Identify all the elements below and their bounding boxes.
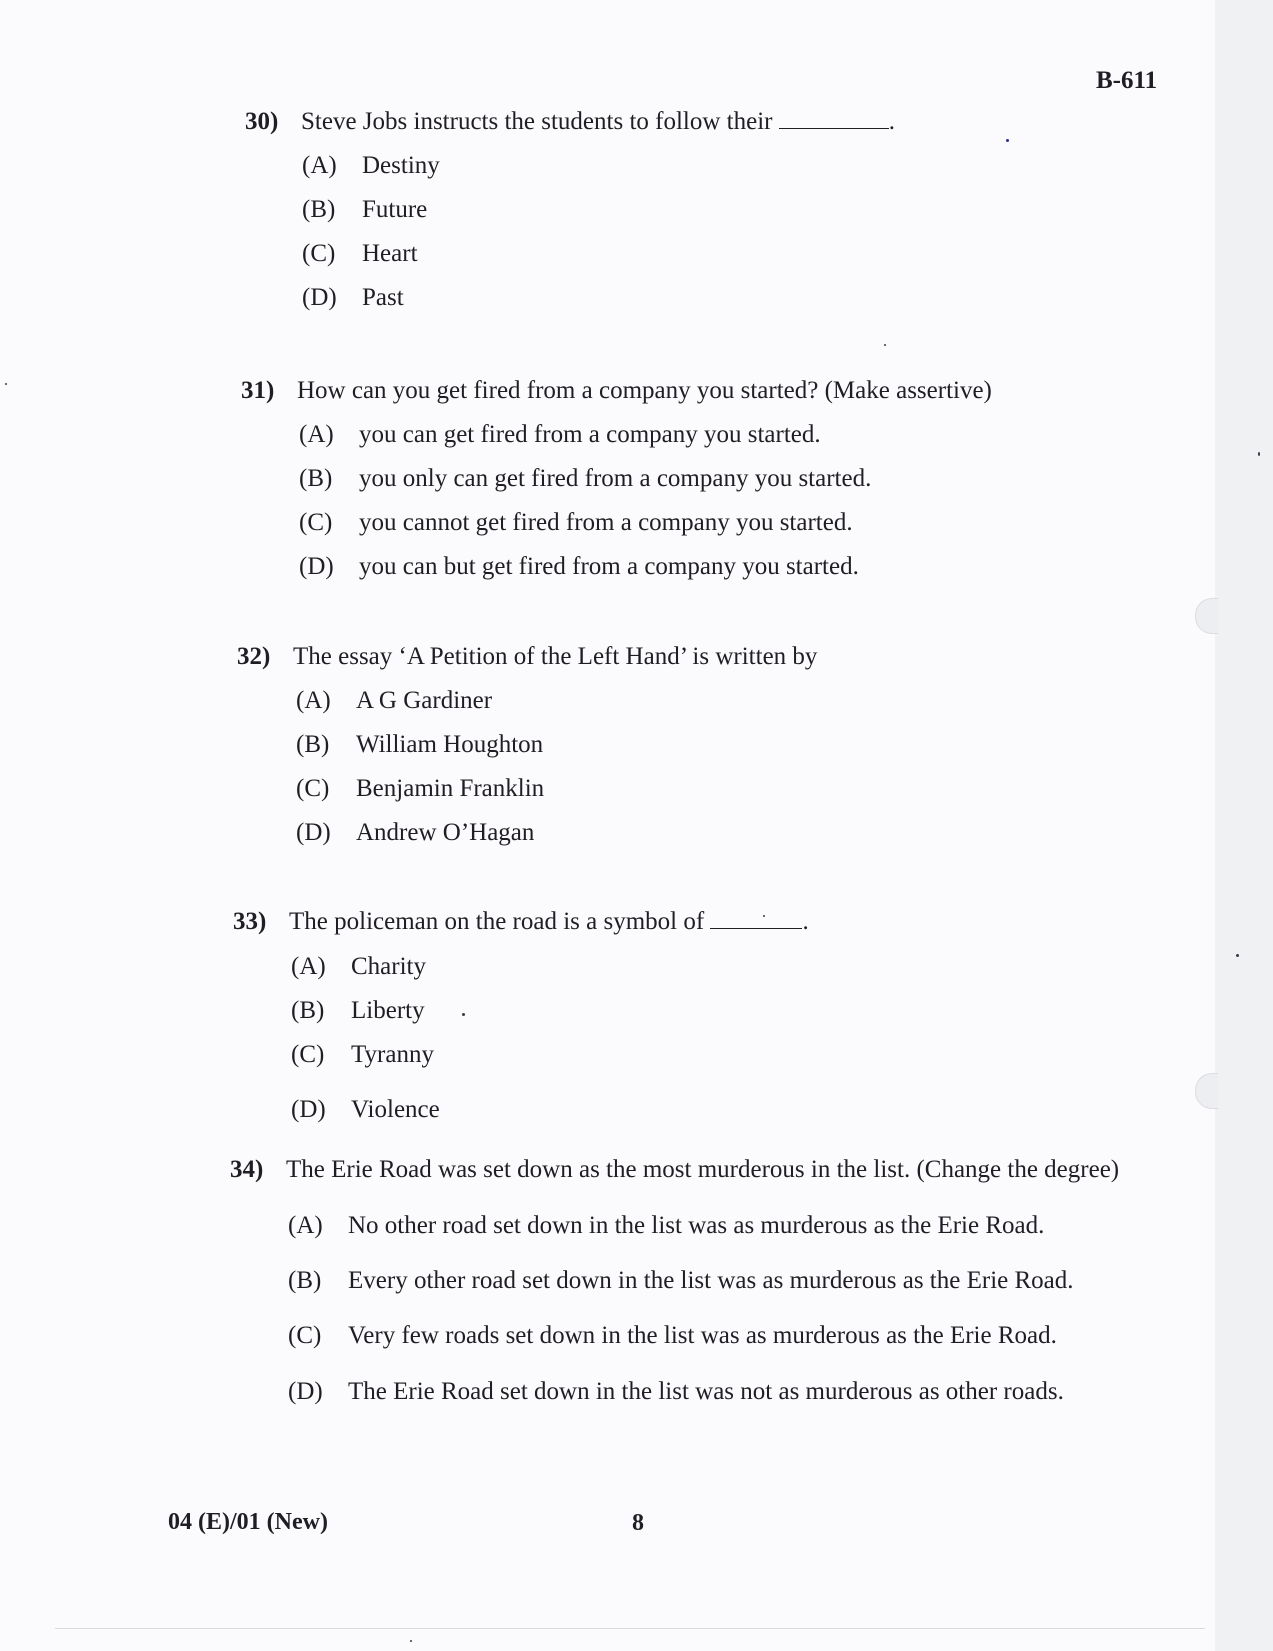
ink-speck	[462, 1013, 465, 1016]
question-31	[241, 377, 992, 405]
option-text: Every other road set down in the list was as murderous as the Erie Road.	[348, 1267, 1074, 1294]
option-letter: (C)	[296, 775, 330, 802]
option-33-d	[291, 1096, 440, 1124]
option-text: Very few roads set down in the list was as murderous as the Erie Road.	[348, 1322, 1057, 1349]
option-letter: (C)	[291, 1041, 325, 1068]
option-text: Tyranny	[351, 1041, 434, 1068]
option-letter: (B)	[302, 196, 336, 223]
question-34	[230, 1156, 1119, 1184]
option-33-c	[291, 1041, 434, 1069]
option-32-d	[296, 819, 534, 847]
option-text: William Houghton	[356, 731, 544, 758]
option-30-d	[302, 284, 404, 312]
scanner-margin	[1215, 0, 1273, 1651]
ink-speck	[1258, 452, 1260, 456]
option-letter: (C)	[288, 1322, 322, 1349]
question-text: The Erie Road was set down as the most murderous in the list. (Change the degree)	[286, 1156, 1120, 1183]
question-32	[237, 643, 817, 671]
option-30-c	[302, 240, 418, 268]
page-number: 8	[632, 1510, 644, 1536]
option-letter: (B)	[288, 1267, 322, 1294]
option-letter: (D)	[302, 284, 337, 311]
ink-speck	[5, 383, 7, 385]
option-text: you cannot get fired from a company you started.	[359, 509, 853, 536]
option-letter: (C)	[299, 509, 333, 536]
ink-speck	[1006, 139, 1009, 142]
option-text: you only can get fired from a company you started.	[359, 465, 872, 492]
option-33-a	[291, 953, 426, 981]
ink-speck	[410, 1640, 412, 1642]
option-letter: (B)	[299, 465, 333, 492]
option-text: Destiny	[362, 152, 440, 179]
option-letter: (D)	[288, 1378, 323, 1405]
option-30-a	[302, 152, 440, 180]
option-31-b	[299, 465, 871, 493]
answer-blank	[779, 110, 889, 129]
option-letter: (D)	[296, 819, 331, 846]
question-text: The essay ‘A Petition of the Left Hand’ is written by	[293, 643, 818, 670]
question-number: 30)	[245, 108, 279, 135]
option-text: you can get fired from a company you started.	[359, 421, 821, 448]
option-33-b	[291, 997, 425, 1025]
option-text: Future	[362, 196, 428, 223]
option-34-b	[288, 1267, 1074, 1295]
question-number: 31)	[241, 377, 275, 404]
option-text: Benjamin Franklin	[356, 775, 545, 802]
question-text: How can you get fired from a company you started? (Make assertive)	[297, 377, 992, 404]
question-text: The policeman on the road is a symbol of	[289, 908, 705, 935]
option-letter: (A)	[299, 421, 334, 448]
option-letter: (D)	[299, 553, 334, 580]
ink-speck	[1236, 954, 1239, 957]
option-letter: (C)	[302, 240, 336, 267]
option-31-d	[299, 553, 859, 581]
option-32-b	[296, 731, 543, 759]
option-30-b	[302, 196, 427, 224]
subject-code: 04 (E)/01 (New)	[168, 1509, 328, 1535]
answer-blank	[710, 910, 802, 929]
option-letter: (A)	[302, 152, 337, 179]
option-text: Charity	[351, 953, 426, 980]
option-text: The Erie Road set down in the list was not as murderous as other roads.	[348, 1378, 1064, 1405]
option-text: A G Gardiner	[356, 687, 493, 714]
option-text: Andrew O’Hagan	[356, 819, 535, 846]
question-number: 33)	[233, 908, 267, 935]
option-34-d	[288, 1378, 1064, 1406]
option-text: Liberty	[351, 997, 425, 1024]
ink-speck	[884, 344, 886, 346]
option-text: Past	[362, 284, 404, 311]
option-32-c	[296, 775, 544, 803]
option-text: Heart	[362, 240, 418, 267]
option-34-c	[288, 1322, 1057, 1350]
question-33	[233, 908, 809, 936]
question-30	[245, 108, 895, 136]
option-text: you can but get fired from a company you started.	[359, 553, 859, 580]
option-31-c	[299, 509, 853, 537]
option-31-a	[299, 421, 821, 449]
option-letter: (A)	[296, 687, 331, 714]
option-letter: (B)	[296, 731, 330, 758]
question-text-end: .	[888, 108, 895, 135]
option-text: No other road set down in the list was as murderous as the Erie Road.	[348, 1212, 1045, 1239]
option-letter: (D)	[291, 1096, 326, 1123]
option-32-a	[296, 687, 492, 715]
question-number: 32)	[237, 643, 271, 670]
question-number: 34)	[230, 1156, 264, 1183]
option-34-a	[288, 1212, 1044, 1240]
paper-code: B-611	[1096, 67, 1158, 94]
option-letter: (A)	[291, 953, 326, 980]
option-text: Violence	[351, 1096, 440, 1123]
ink-speck	[763, 915, 765, 917]
option-letter: (A)	[288, 1212, 323, 1239]
question-text: Steve Jobs instructs the students to follow their	[301, 108, 773, 135]
page-bottom-edge	[55, 1628, 1205, 1629]
option-letter: (B)	[291, 997, 325, 1024]
question-text-end: .	[802, 908, 809, 935]
